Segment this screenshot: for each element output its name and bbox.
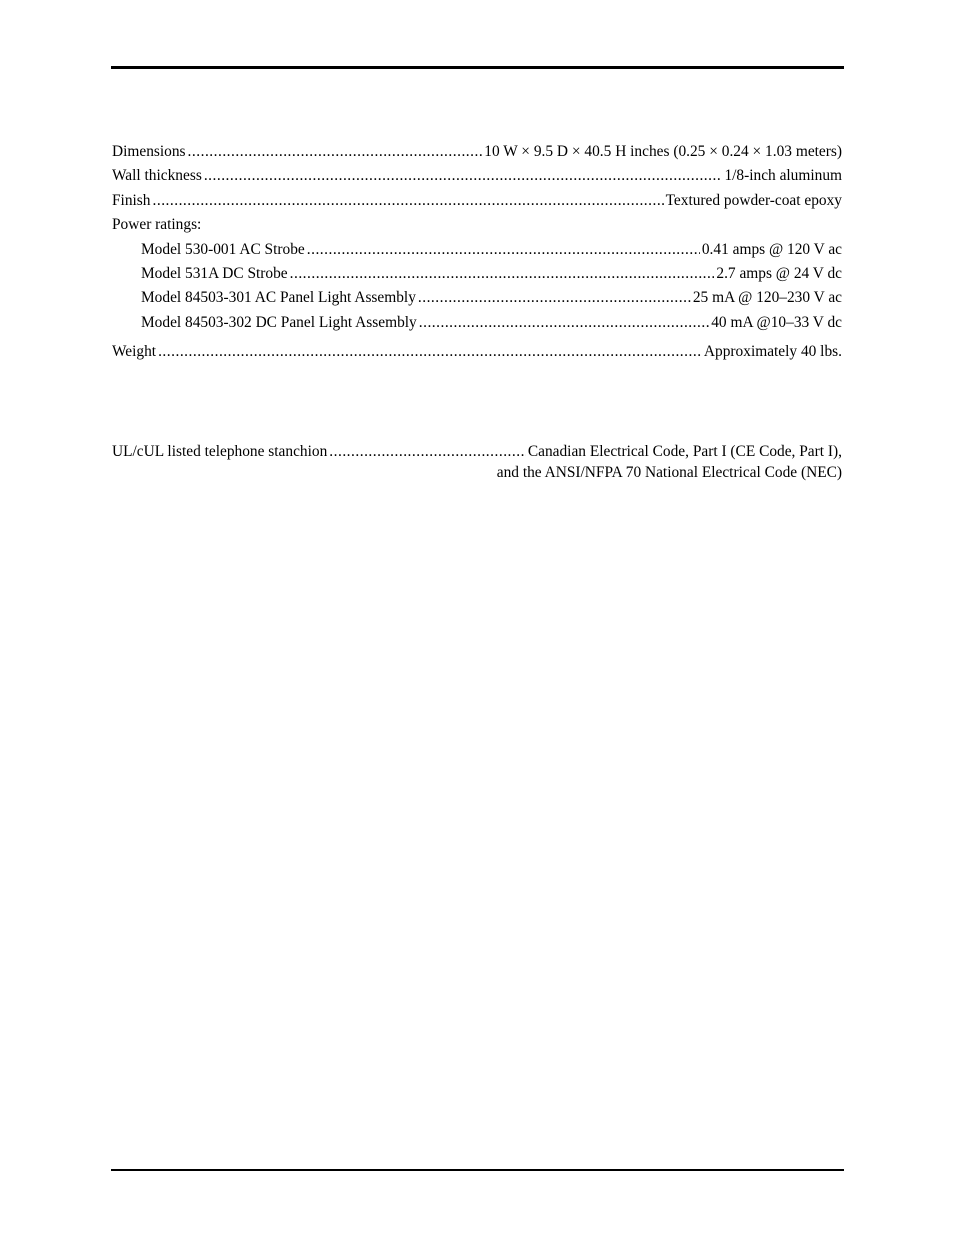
dot-leader (188, 140, 483, 164)
dot-leader (158, 340, 702, 364)
dot-leader (329, 441, 526, 462)
spec-row-finish (112, 189, 842, 213)
compliance-value-line2: and the ANSI/NFPA 70 National Electrical Code (NEC) (496, 464, 842, 481)
power-value: 0.41 amps @ 120 V ac (701, 240, 842, 258)
compliance-term: UL/cUL listed telephone stanchion (112, 443, 328, 460)
power-ratings-heading (112, 213, 842, 237)
power-term: Model 530-001 AC Strobe (141, 240, 305, 258)
spec-row-weight (112, 340, 842, 364)
compliance-list (112, 441, 842, 483)
dot-leader (290, 262, 715, 286)
specifications-list (112, 140, 842, 365)
spec-value: 10 W × 9.5 D × 40.5 H inches (0.25 × 0.24 × 1.03 meters) (484, 143, 842, 160)
power-row-84503-302 (112, 311, 842, 335)
dot-leader (419, 311, 709, 335)
header-rule (111, 66, 844, 69)
power-row-531a (112, 262, 842, 286)
power-term: Model 84503-301 AC Panel Light Assembly (141, 289, 416, 307)
spec-row-wall-thickness (112, 164, 842, 188)
power-value: 25 mA @ 120–230 V ac (692, 289, 842, 307)
spec-term: Weight (112, 343, 157, 361)
footer-rule (111, 1169, 844, 1171)
spec-value: Textured powder-coat epoxy (665, 191, 842, 209)
power-row-530-001 (112, 238, 842, 262)
dot-leader (307, 238, 700, 262)
compliance-value-line1: Canadian Electrical Code, Part I (CE Code, Part I), (527, 443, 842, 460)
spec-value: Approximately 40 lbs. (703, 343, 842, 361)
power-row-84503-301 (112, 286, 842, 310)
power-value: 40 mA @10–33 V dc (711, 313, 842, 331)
spec-value: 1/8-inch aluminum (724, 167, 842, 185)
spec-term: Dimensions (112, 143, 186, 160)
dot-leader (418, 286, 691, 310)
spec-row-dimensions (112, 140, 842, 164)
dot-leader (153, 189, 664, 213)
spec-term: Wall thickness (112, 167, 202, 185)
dot-leader (204, 164, 723, 188)
power-term: Model 531A DC Strobe (141, 264, 288, 282)
power-term: Model 84503-302 DC Panel Light Assembly (141, 313, 417, 331)
spec-term: Finish (112, 191, 151, 209)
power-value: 2.7 amps @ 24 V dc (716, 264, 842, 282)
section-heading: Power ratings: (112, 216, 202, 234)
compliance-row (112, 441, 842, 462)
